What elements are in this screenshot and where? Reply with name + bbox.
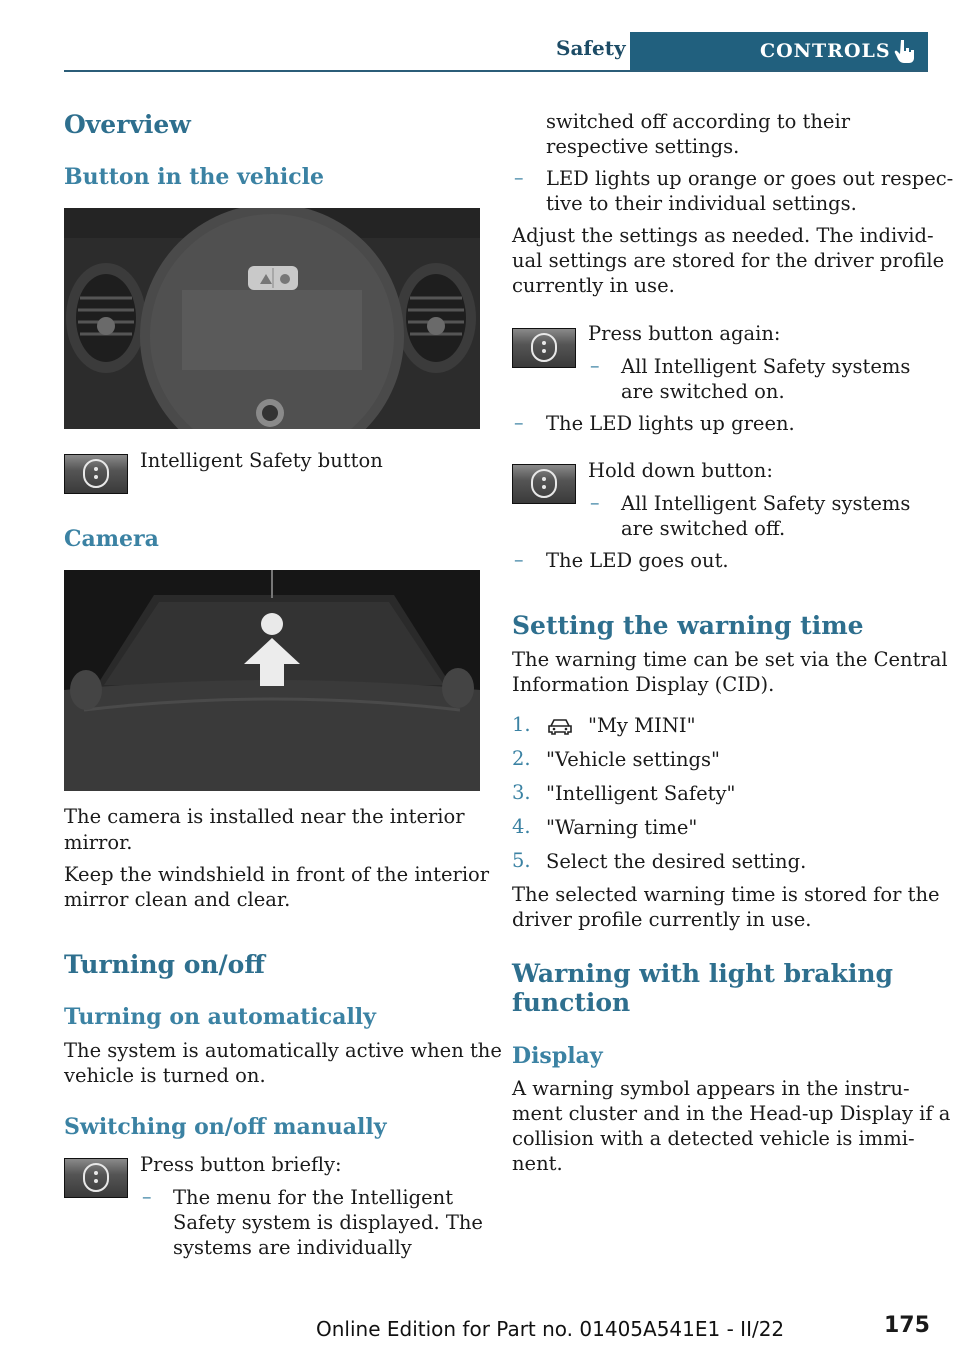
list-dash: – [514, 412, 524, 434]
button-caption: Intelligent Safety button [140, 449, 383, 472]
intelligent-safety-button-icon [64, 1158, 128, 1198]
adjust-text-line: Adjust the settings as needed. The individ- [512, 224, 934, 247]
light-braking-heading: function [512, 988, 631, 1017]
page-number: 175 [884, 1313, 930, 1338]
continued-text-line: respective settings. [546, 135, 740, 158]
button-in-vehicle-heading: Button in the vehicle [64, 164, 324, 190]
turning-on-automatically-heading: Turning on automatically [64, 1004, 376, 1030]
display-heading: Display [512, 1043, 603, 1069]
led-text-line: tive to their individual settings. [546, 192, 857, 215]
switching-manually-heading: Switching on/off manually [64, 1114, 387, 1140]
switched-on-text-line: are switched on. [621, 380, 785, 403]
menu-text-line: Safety system is displayed. The [173, 1211, 483, 1234]
press-again-text: Press button again: [588, 322, 781, 345]
auto-text-line: The system is automatically active when the [64, 1039, 502, 1062]
display-text-line: A warning symbol appears in the instru- [512, 1077, 910, 1100]
display-text-line: nent. [512, 1152, 563, 1175]
chapter-label: CONTROLS [760, 40, 891, 62]
windshield-camera-photo [64, 570, 480, 791]
step-text: "My MINI" [588, 714, 696, 737]
overview-heading: Overview [64, 110, 191, 139]
step-number: 2. [512, 747, 531, 770]
camera-text-line: The camera is installed near the interior [64, 805, 465, 828]
setting-warning-time-heading: Setting the warning time [512, 611, 864, 640]
list-dash: – [142, 1186, 152, 1208]
switched-off-text-line: All Intelligent Safety systems [621, 492, 911, 515]
menu-text-line: The menu for the Intelligent [173, 1186, 454, 1209]
turning-on-off-heading: Turning on/off [64, 950, 265, 979]
camera-text-line: mirror. [64, 831, 133, 854]
switched-on-text-line: All Intelligent Safety systems [621, 355, 911, 378]
step-text: "Warning time" [546, 816, 698, 839]
list-dash: – [514, 549, 524, 571]
car-icon [548, 718, 572, 740]
warning-time-text-line: The warning time can be set via the Central [512, 648, 948, 671]
header-rule [64, 70, 928, 72]
step-number: 5. [512, 849, 531, 872]
led-out-text: The LED goes out. [546, 549, 729, 572]
stored-text-line: driver profile currently in use. [512, 908, 812, 931]
step-text: "Vehicle settings" [546, 748, 720, 771]
list-dash: – [590, 355, 600, 377]
list-dash: – [590, 492, 600, 514]
camera-text-line: Keep the windshield in front of the interior [64, 863, 490, 886]
display-text-line: collision with a detected vehicle is immi- [512, 1127, 915, 1150]
hold-down-text: Hold down button: [588, 459, 773, 482]
header-section: Safety [556, 36, 626, 60]
dashboard-photo [64, 208, 480, 429]
camera-text-line: mirror clean and clear. [64, 888, 291, 911]
intelligent-safety-button-icon [64, 454, 128, 494]
step-number: 3. [512, 781, 531, 804]
stored-text-line: The selected warning time is stored for the [512, 883, 940, 906]
step-text: "Intelligent Safety" [546, 782, 736, 805]
edition-footer: Online Edition for Part no. 01405A541E1 - II/22 [316, 1317, 785, 1341]
hand-pointer-icon [894, 38, 916, 69]
continued-text-line: switched off according to their [546, 110, 851, 133]
step-text: Select the desired setting. [546, 850, 807, 873]
step-number: 1. [512, 713, 531, 736]
adjust-text-line: currently in use. [512, 274, 675, 297]
menu-text-line: systems are individually [173, 1236, 412, 1259]
display-text-line: ment cluster and in the Head-up Display if a [512, 1102, 951, 1125]
step-number: 4. [512, 815, 531, 838]
press-briefly-text: Press button briefly: [140, 1153, 342, 1176]
chapter-tab [630, 32, 928, 72]
intelligent-safety-button-icon [512, 328, 576, 368]
led-text-line: LED lights up orange or goes out respec- [546, 167, 954, 190]
switched-off-text-line: are switched off. [621, 517, 786, 540]
camera-heading: Camera [64, 526, 159, 552]
light-braking-heading: Warning with light braking [512, 959, 893, 988]
list-dash: – [514, 167, 524, 189]
intelligent-safety-button-icon [512, 464, 576, 504]
led-green-text: The LED lights up green. [546, 412, 795, 435]
adjust-text-line: ual settings are stored for the driver profile [512, 249, 945, 272]
warning-time-text-line: Information Display (CID). [512, 673, 775, 696]
auto-text-line: vehicle is turned on. [64, 1064, 266, 1087]
